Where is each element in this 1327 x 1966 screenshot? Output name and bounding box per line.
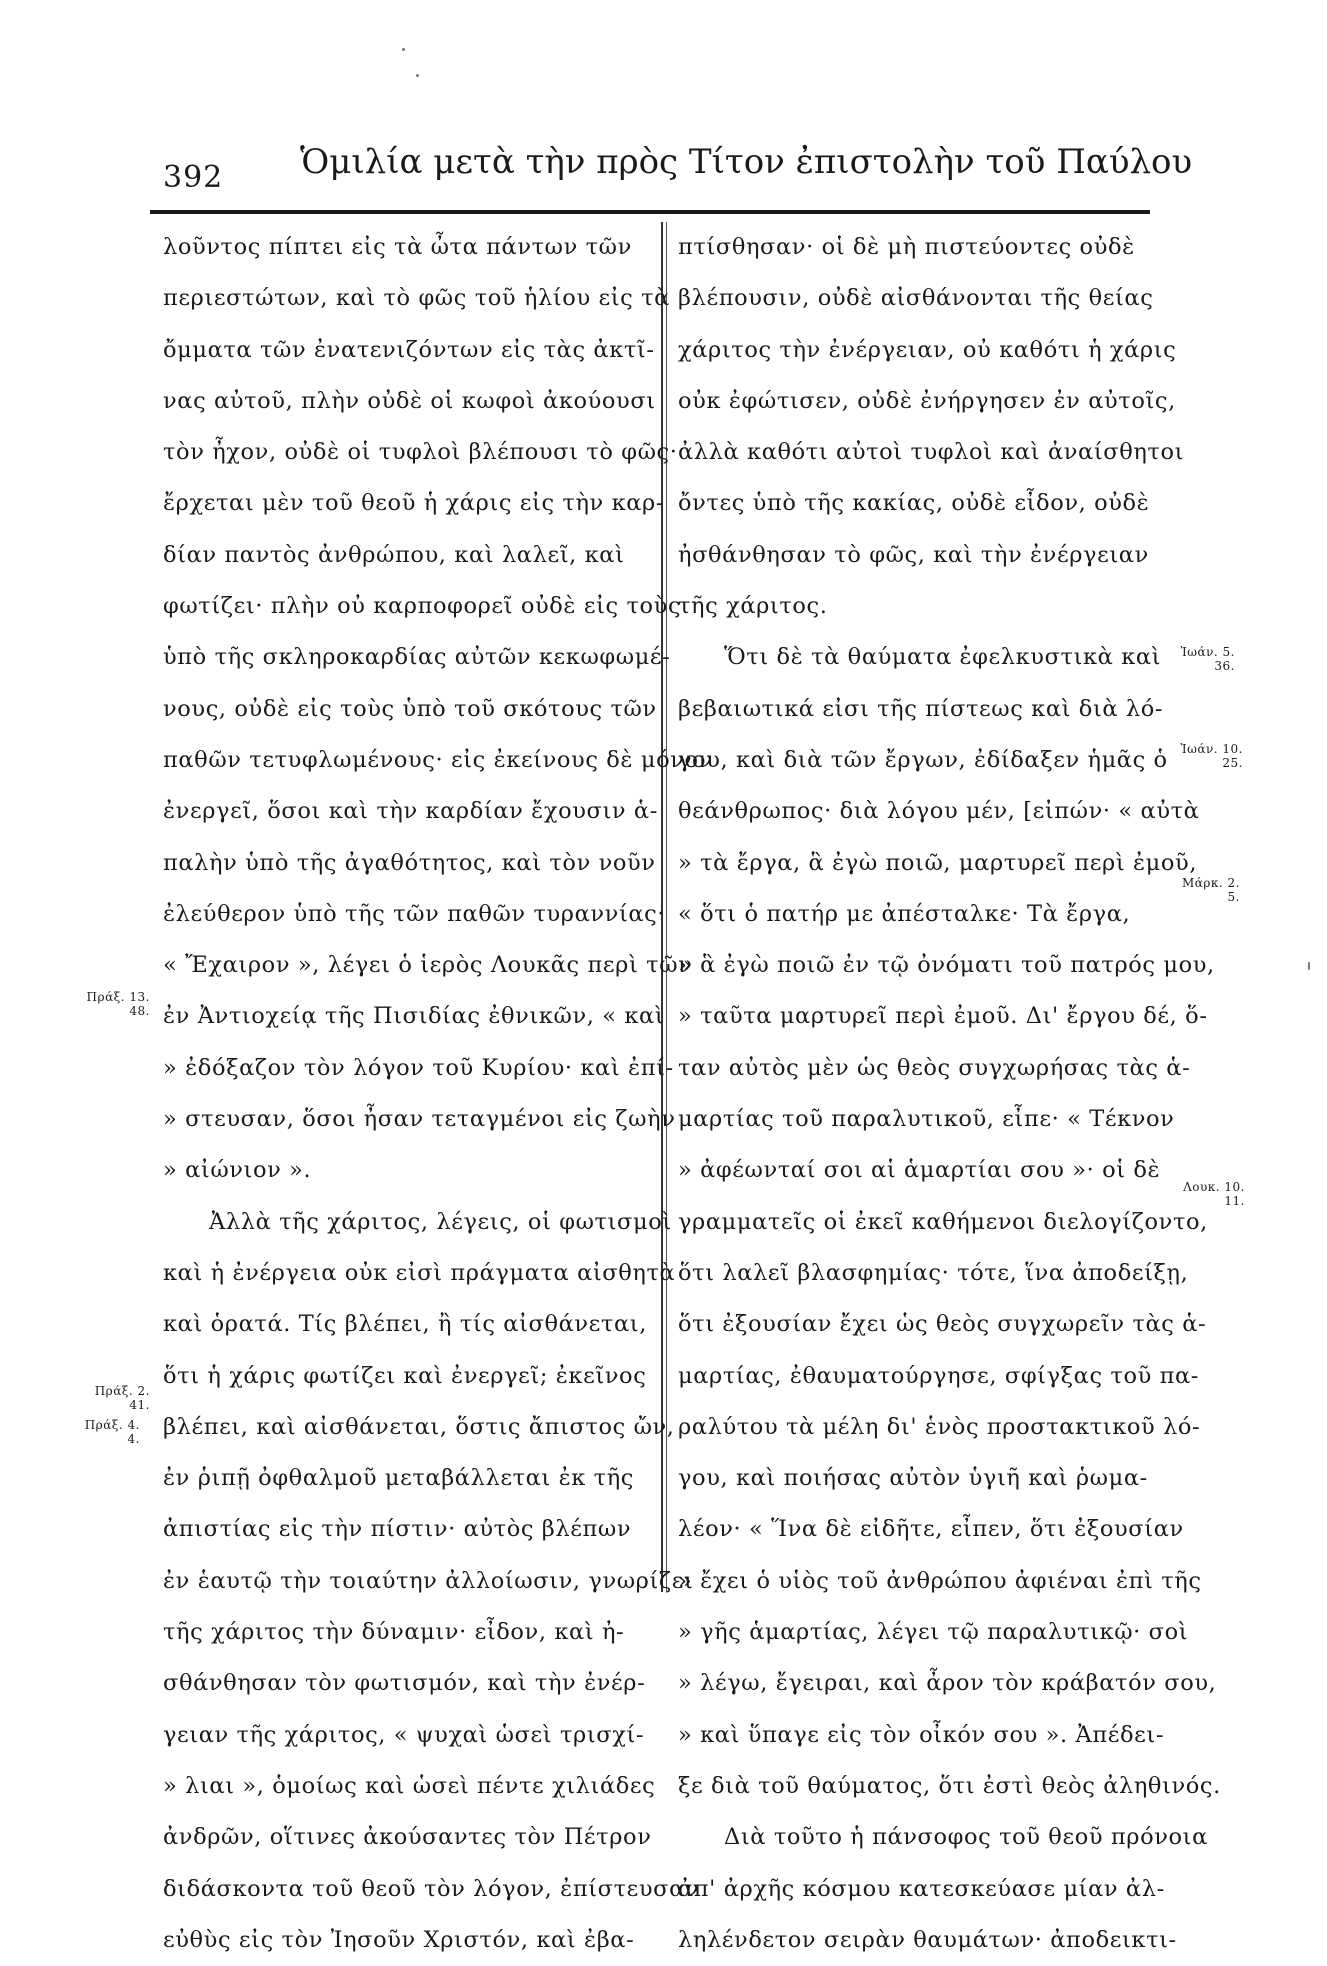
margin-note-line: 41. xyxy=(129,1398,150,1412)
text-line: γειαν τῆς χάριτος, « ψυχαὶ ὡσεὶ τρισχί- xyxy=(163,1721,645,1748)
text-line: » τὰ ἔργα, ἃ ἐγὼ ποιῶ, μαρτυρεῖ περὶ ἐμοῦ, xyxy=(678,849,1198,876)
text-line: » ἃ ἐγὼ ποιῶ ἐν τῷ ὀνόματι τοῦ πατρός μου, xyxy=(678,952,1215,979)
text-line: » αἰώνιον ». xyxy=(163,1157,312,1184)
text-line: βλέπει, καὶ αἰσθάνεται, ὅστις ἄπιστος ὤν, xyxy=(163,1413,675,1440)
text-line: τὸν ἦχον, οὐδὲ οἱ τυφλοὶ βλέπουσι τὸ φῶς· xyxy=(163,439,678,466)
column-divider-thin xyxy=(666,222,667,1592)
margin-note-john-5 xyxy=(1165,645,1235,673)
text-line: τῆς χάριτος τὴν δύναμιν· εἶδον, καὶ ἠ- xyxy=(163,1619,625,1646)
margin-note-line: Πράξ. 13. xyxy=(86,990,150,1004)
text-line: ὅτι λαλεῖ βλασφημίας· τότε, ἵνα ἀποδείξῃ, xyxy=(678,1259,1189,1286)
text-line: ὄντες ὑπὸ τῆς κακίας, οὐδὲ εἶδον, οὐδὲ xyxy=(678,490,1150,517)
text-line: περιεστώτων, καὶ τὸ φῶς τοῦ ἡλίου εἰς τὰ xyxy=(163,285,670,312)
margin-note-line: 11. xyxy=(1224,1194,1245,1208)
margin-note-line: 36. xyxy=(1214,659,1235,673)
margin-note-line: 5. xyxy=(1227,890,1240,904)
text-line: ἠσθάνθησαν τὸ φῶς, καὶ τὴν ἐνέργειαν xyxy=(678,541,1149,568)
text-line: παλὴν ὑπὸ τῆς ἀγαθότητος, καὶ τὸν νοῦν xyxy=(163,849,656,876)
text-line: ληλένδετον σειρὰν θαυμάτων· ἀποδεικτι- xyxy=(678,1926,1177,1953)
text-line: πτίσθησαν· οἱ δὲ μὴ πιστεύοντες οὐδὲ xyxy=(678,234,1135,260)
margin-note-mark-2 xyxy=(1165,876,1240,904)
text-line: » καὶ ὕπαγε εἰς τὸν οἶκόν σου ». Ἀπέδει- xyxy=(678,1721,1165,1748)
text-line: παθῶν τετυφλωμένους· εἰς ἐκείνους δὲ μόνον xyxy=(163,746,713,773)
text-line: ὅτι ἡ χάρις φωτίζει καὶ ἐνεργεῖ; ἐκεῖνος xyxy=(163,1362,647,1389)
margin-note-line: Ἰωάν. 5. xyxy=(1180,645,1235,659)
text-line: καὶ ὁρατά. Τίς βλέπει, ἢ τίς αἰσθάνεται, xyxy=(163,1311,647,1338)
margin-note-line: Λουκ. 10. xyxy=(1183,1180,1245,1194)
text-line: » ἔχει ὁ υἱὸς τοῦ ἀνθρώπου ἀφιέναι ἐπὶ τῆς xyxy=(678,1567,1202,1594)
text-line: » λέγω, ἔγειραι, καὶ ἆρον τὸν κράβατόν σου, xyxy=(678,1670,1217,1697)
text-line: ταν αὐτὸς μὲν ὡς θεὸς συγχωρήσας τὰς ἁ- xyxy=(678,1054,1191,1081)
margin-note-line: Πράξ. 4. xyxy=(84,1418,140,1432)
header-rule xyxy=(150,210,1150,214)
margin-note-luke-10 xyxy=(1165,1180,1245,1208)
text-line: διδάσκοντα τοῦ θεοῦ τὸν λόγον, ἐπίστευσαν xyxy=(163,1875,700,1902)
text-line: ἐνεργεῖ, ὅσοι καὶ τὴν καρδίαν ἔχουσιν ἁ- xyxy=(163,798,658,825)
text-line: μαρτίας, ἐθαυματούργησε, σφίγξας τοῦ πα- xyxy=(678,1362,1199,1389)
margin-note-line: 4. xyxy=(127,1432,140,1446)
text-line: « ὅτι ὁ πατήρ με ἀπέσταλκε· Τὰ ἔργα, xyxy=(678,900,1131,927)
text-line: ἔρχεται μὲν τοῦ θεοῦ ἡ χάρις εἰς τὴν καρ- xyxy=(163,490,665,517)
margin-note-john-10 xyxy=(1165,742,1243,770)
text-line: λέον· « Ἵνα δὲ εἰδῆτε, εἶπεν, ὅτι ἐξουσίαν xyxy=(678,1516,1184,1543)
scan-speck xyxy=(1308,962,1310,970)
margin-note-line: Πράξ. 2. xyxy=(94,1384,150,1398)
scan-speck xyxy=(416,74,419,77)
text-line: Ἀλλὰ τῆς χάριτος, λέγεις, οἱ φωτισμοὶ xyxy=(209,1208,672,1235)
text-line: ἐν ἑαυτῷ τὴν τοιαύτην ἀλλοίωσιν, γνωρίζει xyxy=(163,1567,694,1594)
text-line: νους, οὐδὲ εἰς τοὺς ὑπὸ τοῦ σκότους τῶν xyxy=(163,695,657,722)
margin-note-line: Ἰωάν. 10. xyxy=(1180,742,1243,756)
margin-note-line: 25. xyxy=(1222,756,1243,770)
text-line: φωτίζει· πλὴν οὐ καρποφορεῖ οὐδὲ εἰς τοὺς xyxy=(163,593,682,620)
text-line: γου, καὶ ποιήσας αὐτὸν ὑγιῆ καὶ ῥωμα- xyxy=(678,1465,1148,1492)
margin-note-acts-2 xyxy=(75,1384,150,1412)
text-line: οὐκ ἐφώτισεν, οὐδὲ ἐνήργησεν ἐν αὐτοῖς, xyxy=(678,387,1176,414)
text-line: ὄμματα τῶν ἐνατενιζόντων εἰς τὰς ἀκτῖ- xyxy=(163,336,655,363)
page-number: 392 xyxy=(163,160,224,195)
text-line: καὶ ἡ ἐνέργεια οὐκ εἰσὶ πράγματα αἰσθητὰ xyxy=(163,1259,676,1286)
text-line: δίαν παντὸς ἀνθρώπου, καὶ λαλεῖ, καὶ xyxy=(163,541,625,568)
text-line: νας αὐτοῦ, πλὴν οὐδὲ οἱ κωφοὶ ἀκούουσι xyxy=(163,387,656,414)
text-line: εὐθὺς εἰς τὸν Ἰησοῦν Χριστόν, καὶ ἐβα- xyxy=(163,1926,635,1953)
text-line: » ταῦτα μαρτυρεῖ περὶ ἐμοῦ. Δι' ἔργου δέ, ὅ- xyxy=(678,1003,1208,1030)
text-line: γραμματεῖς οἱ ἐκεῖ καθήμενοι διελογίζοντο, xyxy=(678,1208,1208,1235)
text-line: Ὅτι δὲ τὰ θαύματα ἐφελκυστικὰ καὶ xyxy=(724,644,1162,671)
margin-note-line: Μάρκ. 2. xyxy=(1181,876,1240,890)
text-line: ἀλλὰ καθότι αὐτοὶ τυφλοὶ καὶ ἀναίσθητοι xyxy=(678,439,1185,466)
text-line: σθάνθησαν τὸν φωτισμόν, καὶ τὴν ἐνέρ- xyxy=(163,1670,646,1697)
text-line: μαρτίας τοῦ παραλυτικοῦ, εἶπε· « Τέκνον xyxy=(678,1106,1175,1133)
text-line: » λιαι », ὁμοίως καὶ ὡσεὶ πέντε χιλιάδες xyxy=(163,1772,656,1799)
text-line: βεβαιωτικά εἰσι τῆς πίστεως καὶ διὰ λό- xyxy=(678,695,1164,722)
text-line: ἀπ' ἀρχῆς κόσμου κατεσκεύασε μίαν ἀλ- xyxy=(678,1875,1165,1902)
text-line: ἀπιστίας εἰς τὴν πίστιν· αὐτὸς βλέπων xyxy=(163,1516,632,1543)
text-line: ξε διὰ τοῦ θαύματος, ὅτι ἐστὶ θεὸς ἀληθινός. xyxy=(678,1772,1221,1799)
text-line: » ἀφέωνταί σοι αἱ ἁμαρτίαι σου »· οἱ δὲ xyxy=(678,1157,1161,1184)
text-line: ραλύτου τὰ μέλη δι' ἑνὸς προστακτικοῦ λό- xyxy=(678,1413,1201,1440)
margin-note-acts-4 xyxy=(75,1418,140,1446)
scan-speck xyxy=(402,48,405,51)
margin-note-line: 48. xyxy=(129,1004,150,1018)
text-line: γου, καὶ διὰ τῶν ἔργων, ἐδίδαξεν ἡμᾶς ὁ xyxy=(678,746,1168,773)
text-line: ὑπὸ τῆς σκληροκαρδίας αὐτῶν κεκωφωμέ- xyxy=(163,644,671,671)
text-line: » στευσαν, ὅσοι ἦσαν τεταγμένοι εἰς ζωὴν xyxy=(163,1106,676,1133)
margin-note-acts-13 xyxy=(70,990,150,1018)
left-column xyxy=(163,222,713,1966)
text-line: λοῦντος πίπτει εἰς τὰ ὦτα πάντων τῶν xyxy=(163,234,632,260)
text-line: ὅτι ἐξουσίαν ἔχει ὡς θεὸς συγχωρεῖν τὰς ἁ- xyxy=(678,1311,1207,1338)
text-line: » ἐδόξαζον τὸν λόγον τοῦ Κυρίου· καὶ ἐπί- xyxy=(163,1054,674,1081)
text-line: ἐν ῥιπῇ ὀφθαλμοῦ μεταβάλλεται ἐκ τῆς xyxy=(163,1465,635,1492)
running-title: Ὁμιλία μετὰ τὴν πρὸς Τίτον ἐπιστολὴν τοῦ Παύλου xyxy=(300,142,1193,182)
text-line: Διὰ τοῦτο ἡ πάνσοφος τοῦ θεοῦ πρόνοια xyxy=(724,1824,1208,1851)
text-line: « Ἔχαιρον », λέγει ὁ ἱερὸς Λουκᾶς περὶ τῶν xyxy=(163,952,693,979)
text-line: ἐλεύθερον ὑπὸ τῆς τῶν παθῶν τυραννίας· xyxy=(163,900,666,927)
text-line: τῆς χάριτος. xyxy=(678,593,828,620)
text-line: » γῆς ἁμαρτίας, λέγει τῷ παραλυτικῷ· σοὶ xyxy=(678,1619,1189,1646)
text-line: ἀνδρῶν, οἵτινες ἀκούσαντες τὸν Πέτρον xyxy=(163,1824,652,1851)
text-line: ἐν Ἀντιοχείᾳ τῆς Πισιδίας ἐθνικῶν, « καὶ xyxy=(163,1003,665,1030)
text-line: θεάνθρωπος· διὰ λόγου μέν, [εἰπών· « αὐτὰ xyxy=(678,798,1200,825)
text-line: χάριτος τὴν ἐνέργειαν, οὐ καθότι ἡ χάρις xyxy=(678,336,1177,363)
text-line: βλέπουσιν, οὐδὲ αἰσθάνονται τῆς θείας xyxy=(678,285,1154,312)
